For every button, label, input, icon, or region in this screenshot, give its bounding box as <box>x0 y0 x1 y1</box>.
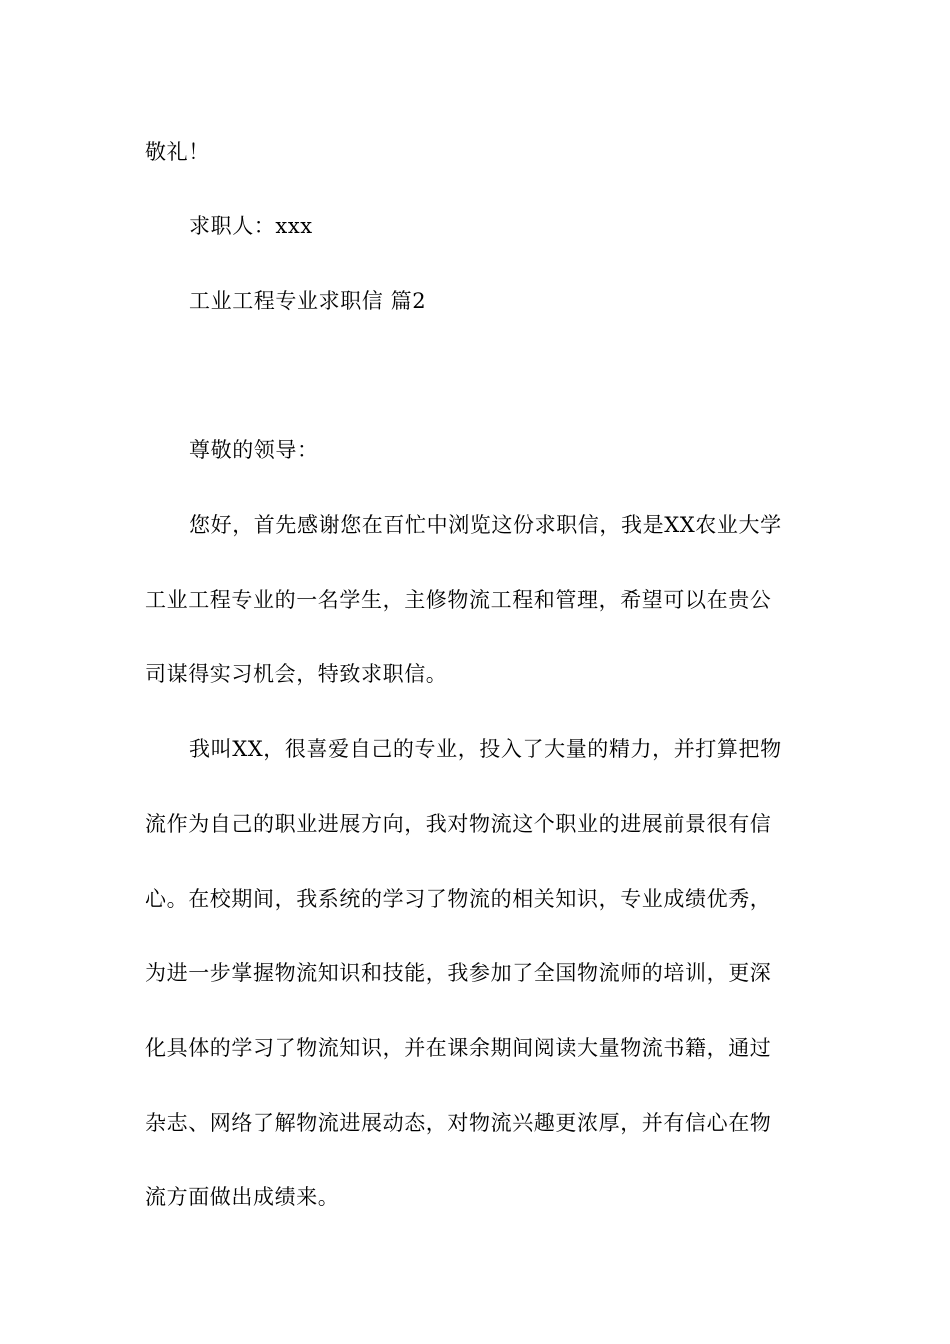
paragraph1-line2: 工业工程专业的一名学生，主修物流工程和管理，希望可以在贵公 <box>145 588 772 612</box>
paragraph1-line1: 您好，首先感谢您在百忙中浏览这份求职信，我是XX农业大学 <box>189 513 782 537</box>
paragraph2-line3: 心。在校期间，我系统的学习了物流的相关知识，专业成绩优秀， <box>145 887 772 911</box>
signature-line: 求职人：xxx <box>189 214 313 238</box>
paragraph2-line2: 流作为自己的职业进展方向，我对物流这个职业的进展前景很有信 <box>145 812 772 836</box>
closing-line: 敬礼！ <box>145 140 210 164</box>
salutation-line: 尊敬的领导： <box>189 438 319 462</box>
paragraph2-line5: 化具体的学习了物流知识，并在课余期间阅读大量物流书籍，通过 <box>145 1036 772 1060</box>
paragraph2-line1: 我叫XX，很喜爱自己的专业，投入了大量的精力，并打算把物 <box>189 737 782 761</box>
paragraph2-line6: 杂志、网络了解物流进展动态，对物流兴趣更浓厚，并有信心在物 <box>145 1111 772 1135</box>
section-title: 工业工程专业求职信 篇2 <box>189 289 427 313</box>
paragraph1-line3: 司谋得实习机会，特致求职信。 <box>145 662 448 686</box>
paragraph2-line4: 为进一步掌握物流知识和技能，我参加了全国物流师的培训，更深 <box>145 961 772 985</box>
paragraph2-line7: 流方面做出成绩来。 <box>145 1185 340 1209</box>
